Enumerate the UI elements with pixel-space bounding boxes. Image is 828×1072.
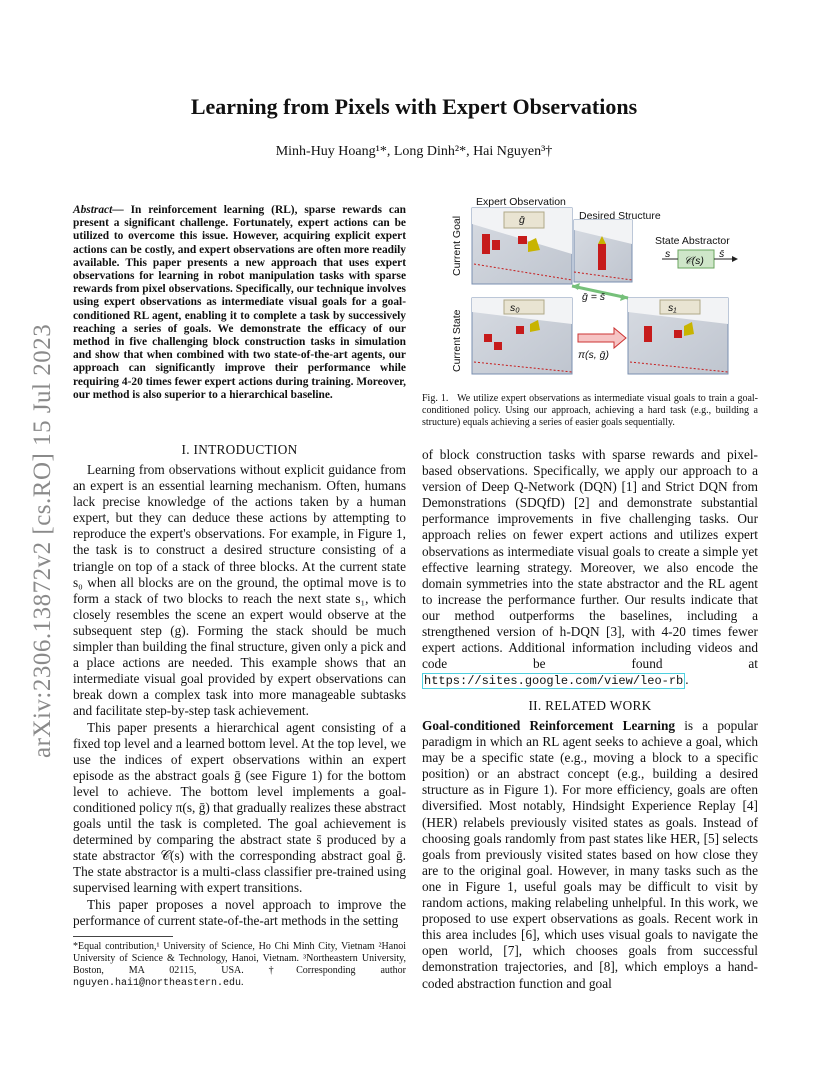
intro-paragraph-1: Learning from observations without explicit guidance from an expert is an essential learning mechanism. Often, humans lack precise knowledge of the actions taken by a human expert, but they can deduce these actions by attempting to reproduce the expert's observations. For example, in Figure 1, the task is to construct a desired structure consisting of a triangle on top of a stack of three blocks. At the current state s₀ when all blocks are on the ground, the optimal move is to form a stack of two blocks to reach the next state s₁, which closely resembles the scene an expert would observe at the subsequent step (g). Forming the stack should be much simpler than building the final structure, given only a pick and a place actions are needed. This example shows that an intermediate visual goal provided by expert observations can break down a complex task into more manageable subtasks and facilitate step-by-step task achievement. <box>73 462 406 719</box>
intro-paragraph-4: of block construction tasks with sparse rewards and pixel-based observations. Specifically, we apply our approach to a version of Deep Q-Network (DQN) [1] and Strict DQN from Demonstrations (SDQfD) [2] and demonstrate substantial performance improvements in five challenging tasks. Our approach relies on fewer expert actions and utilizes expert observations as intermediate visual goals to create a simple yet effective learning strategy. Moreover, we also encode the domain symmetries into the state abstractor and the RL agent to increase the performance further. Our results indicate that our method outperforms the baselines, including a strengthened version of h-DQN [3], with 4-20 times fewer expert actions. Additional information including videos and code be found at https://sites.google.com/view/leo-rb . <box>422 447 758 689</box>
arxiv-stamp <box>12 292 62 762</box>
current-goal-label: Current Goal <box>451 215 463 276</box>
related-work-heading: II. RELATED WORK <box>528 698 652 713</box>
corresponding-email: nguyen.hai1@northeastern.edu <box>73 978 242 989</box>
abstractor-input: s <box>665 248 671 260</box>
s1-label: s₁ <box>668 302 677 314</box>
goal-symbol: ḡ <box>519 214 525 226</box>
intro-paragraph-2: This paper presents a hierarchical agent consisting of a fixed top level and a learned bottom level. At the top level, we use the indices of expert observations within an expert episode as the abstract goals ḡ (see Figure 1) for the bottom level to achieve. The bottom level implements a goal-conditioned policy π(s, ḡ) that gradually realizes these abstract goals until the task is completed. The goal achievement is determined by comparing the abstract state s̄ produced by a state abstractor 𝒞(s) with the corresponding abstract goal ḡ. The state abstractor is a multi-class classifier pre-trained using supervised learning with expert transitions. <box>73 719 406 896</box>
goal-equality-label: ḡ = s̄ <box>582 291 606 303</box>
project-link[interactable]: https://sites.google.com/view/leo-rb <box>424 674 684 689</box>
next-state-s1-panel <box>628 298 728 374</box>
related-lead: Goal-conditioned Reinforcement Learning <box>422 718 676 733</box>
intro-heading: I. INTRODUCTION <box>181 442 298 457</box>
footnote-rule <box>73 936 173 937</box>
intro-paragraph-3: This paper proposes a novel approach to improve the performance of current state-of-the-art methods in the setting <box>73 896 406 928</box>
paper-title: Learning from Pixels with Expert Observations <box>190 94 638 119</box>
figure-1 <box>422 194 758 384</box>
desired-structure-panel <box>574 220 632 282</box>
policy-label: π(s, ḡ) <box>578 349 609 361</box>
abstract: Abstract— In reinforcement learning (RL), sparse rewards can present a significant challenge. Fortunately, expert actions can be utilized to overcome this issue. However, acquiring explicit expert actions can be costly, and expert observations are often more readily available. This paper presents a new approach that uses expert observations for learning in robot manipulation tasks with sparse rewards from pixel observations. Specifically, our technique involves using expert observations as intermediate visual goals for a goal-conditioned RL agent, enabling it to complete a task by successively reaching a series of goals. We demonstrate the efficacy of our method in five challenging block construction tasks in simulation and show that when combined with two state-of-the-art agents, our approach can significantly improve their performance while requiring 4-20 times fewer expert actions during training. Moreover, our method is also superior to a hierarchical baseline. <box>73 204 406 401</box>
footnote: *Equal contribution,¹ University of Science, Ho Chi Minh City, Vietnam ²Hanoi University of Science & Technology, Hanoi, Vietnam. ³Northeastern University, Boston, MA 02115, USA. †Corresponding author nguyen.hai1@northeastern.edu. <box>73 941 406 989</box>
abstract-label: Abstract <box>73 204 113 216</box>
current-state-s0-panel <box>472 298 572 374</box>
paper-authors: Minh-Huy Hoang¹*, Long Dinh²*, Hai Nguyen³† <box>275 144 553 159</box>
abstract-text: In reinforcement learning (RL), sparse rewards can present a significant challenge. Fortunately, expert actions can be utilized to overcome this issue. However, acquiring explicit expert actions can be costly, and expert observations are often more readily available. This paper presents a new approach that uses expert observations for learning in robot manipulation tasks with sparse rewards from pixel observations. Specifically, our technique involves using expert observations as intermediate visual goals for a goal-conditioned RL agent, enabling it to complete a task by successively reaching a series of goals. We demonstrate the efficacy of our method in five challenging block construction tasks in simulation and show that when combined with two state-of-the-art agents, our approach can significantly improve their performance while requiring 4-20 times fewer expert actions during training. Moreover, our method is also superior to a hierarchical baseline. <box>73 204 406 401</box>
caption-label: Fig. 1. <box>422 393 449 404</box>
caption-text: We utilize expert observations as intermediate visual goals to train a goal-conditioned policy. Using our approach, achieving a hard task (e.g., building a structure) equals achieving a series of easier goals sequentially. <box>422 393 759 428</box>
abstractor-output: s̄ <box>719 248 725 260</box>
expert-observation-label: Expert Observation <box>476 196 566 208</box>
related-paragraph-1: Goal-conditioned Reinforcement Learning is a popular paradigm in which an RL agent seeks to achieve a goal, which may be a specific state (e.g., moving a block to a specific position) or an abstract concept (e.g., building a desired structure as in Figure 1). For more efficiency, goals are often diversified. Most notably, Hindsight Experience Replay [4] (HER) relabels previously visited states as goals. Instead of choosing goals randomly from past states like HER, [5] selects goals from previously visited states based on how close they are to the original goal. However, in many tasks such as the one in Figure 1, useful goals may be difficult to visit by random actions, making relabeling unhelpful. In this work, we proposed to use expert observations as goals. Recent work in this area includes [6], which uses visual goals to navigate the open world, [7], which chooses goals from successful demonstration trajectories, and [8], which employs a hand-coded abstraction function and goal <box>422 718 758 991</box>
s0-label: s₀ <box>510 302 520 314</box>
policy-arrow <box>578 328 626 348</box>
intro-left-column <box>73 462 406 929</box>
footnote-text: *Equal contribution,¹ University of Science, Ho Chi Minh City, Vietnam ²Hanoi University of Science & Technology, Hanoi, Vietnam. ³Northeastern University, Boston, MA 02115, USA. †Corresponding author <box>73 941 406 976</box>
desired-structure-label: Desired Structure <box>579 210 661 222</box>
figure-caption <box>422 393 758 429</box>
current-state-label: Current State <box>451 309 463 372</box>
intro-right-column <box>422 447 758 689</box>
arxiv-identifier: arXiv:2306.13872v2 [cs.RO] 15 Jul 2023 <box>29 323 56 758</box>
abstractor-function: 𝒞(s) <box>684 255 704 267</box>
related-work-column <box>422 718 758 992</box>
state-abstractor-label: State Abstractor <box>655 235 730 247</box>
